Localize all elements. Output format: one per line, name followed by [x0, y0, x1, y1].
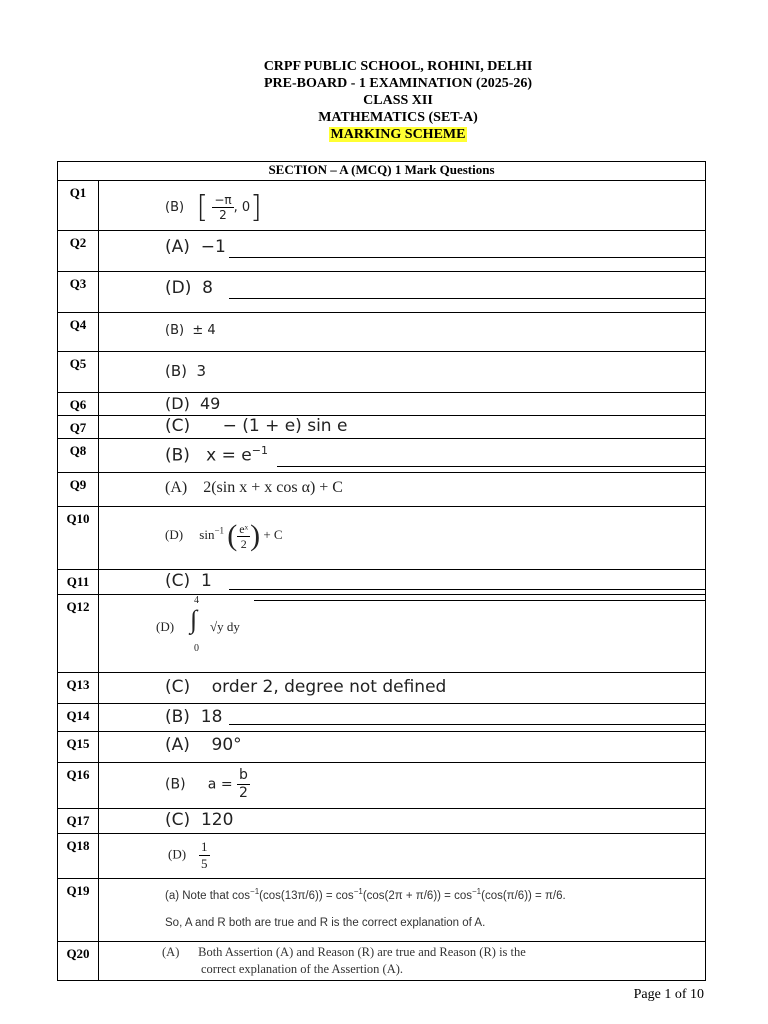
- underline: [229, 724, 705, 725]
- answer-superscript: −1: [214, 525, 225, 536]
- question-number: Q4: [58, 313, 99, 351]
- answer-math: [165, 444, 268, 466]
- underline: [229, 257, 705, 258]
- answer-math: [165, 394, 220, 413]
- question-row: [58, 415, 705, 438]
- question-number: Q2: [58, 231, 99, 271]
- question-number: Q19: [58, 879, 99, 941]
- answer-cell: [99, 507, 705, 569]
- answer-math: [165, 519, 283, 553]
- fraction-numerator: 1: [201, 839, 208, 854]
- fraction-denominator: 2: [240, 536, 247, 551]
- answer-math: [165, 707, 222, 727]
- page-number: Page 1 of 10: [633, 987, 704, 1002]
- underline: [254, 600, 705, 601]
- explanation-part: (cos(13π/6)) = cos: [259, 889, 354, 902]
- fraction-denominator: 2: [239, 785, 248, 801]
- option-letter: (B): [165, 362, 187, 380]
- option-letter: (B): [165, 776, 186, 793]
- option-letter: (C): [165, 810, 191, 830]
- exam-title: PRE-BOARD - 1 EXAMINATION (2025-26): [263, 76, 533, 91]
- answer-math: [165, 810, 233, 830]
- question-number: Q11: [58, 570, 99, 594]
- option-letter: (B): [165, 445, 190, 466]
- question-number: Q3: [58, 272, 99, 312]
- option-letter: (A): [165, 479, 188, 496]
- answer-cell: [99, 595, 705, 672]
- question-row: [58, 351, 705, 392]
- answer-cell: [99, 352, 705, 392]
- right-paren-icon: ): [250, 519, 261, 552]
- answer-value: ± 4: [192, 323, 216, 338]
- answer-math: [165, 237, 226, 257]
- answer-value: 3: [196, 362, 207, 380]
- fraction-numerator: b: [237, 767, 250, 785]
- answer-value: √y dy: [210, 619, 240, 634]
- answer-math: [168, 839, 210, 872]
- answer-math: [165, 190, 262, 225]
- question-row: [58, 506, 705, 569]
- question-row: [58, 703, 705, 731]
- option-letter: (B): [165, 707, 190, 727]
- question-number: Q18: [58, 834, 99, 878]
- answer-math: [165, 479, 343, 497]
- option-letter: (A): [165, 237, 190, 257]
- answer-value: order 2, degree not defined: [211, 677, 447, 697]
- answer-superscript: −1: [251, 444, 268, 457]
- answer-cell: [99, 942, 705, 980]
- inverse-superscript: −1: [250, 887, 260, 896]
- fraction-denominator: 5: [201, 856, 208, 871]
- question-number: Q10: [58, 507, 99, 569]
- option-letter: (B): [165, 200, 185, 215]
- question-number: Q5: [58, 352, 99, 392]
- question-row: [58, 941, 705, 980]
- answer-table: [57, 161, 706, 981]
- option-letter: (D): [156, 619, 175, 634]
- question-number: Q20: [58, 942, 99, 980]
- answer-cell: [99, 763, 705, 808]
- explanation-part: (cos(2π + π/6)) = cos: [362, 889, 472, 902]
- question-number: Q13: [58, 673, 99, 703]
- inverse-superscript: −1: [472, 887, 482, 896]
- answer-value: 18: [200, 707, 223, 727]
- underline: [229, 589, 705, 590]
- underline: [277, 466, 705, 467]
- question-row: [58, 392, 705, 415]
- answer-math: [165, 571, 212, 591]
- answer-value: 2(sin x + x cos α) + C: [203, 479, 343, 496]
- question-row: [58, 878, 705, 941]
- answer-value: 90°: [211, 735, 242, 755]
- question-row: [58, 312, 705, 351]
- question-number: Q6: [58, 393, 99, 415]
- option-letter: (C): [165, 677, 191, 697]
- answer-cell: [99, 879, 705, 941]
- left-bracket-icon: [: [196, 190, 209, 225]
- underline: [229, 298, 705, 299]
- answer-cell: [99, 416, 705, 438]
- answer-cell: [99, 704, 705, 731]
- question-row: [58, 180, 705, 230]
- question-number: Q14: [58, 704, 99, 731]
- question-number: Q15: [58, 732, 99, 762]
- answer-cell: [99, 272, 705, 312]
- fraction: [237, 767, 250, 802]
- answer-value: x = e: [206, 445, 252, 466]
- option-letter: (D): [168, 846, 187, 862]
- answer-math: [165, 735, 242, 755]
- right-bracket-icon: ]: [250, 190, 262, 225]
- answer-text: [165, 887, 566, 902]
- inverse-superscript: −1: [353, 887, 363, 896]
- question-row: [58, 569, 705, 594]
- option-letter: (C): [165, 416, 191, 436]
- answer-math: [165, 362, 206, 380]
- question-row: [58, 833, 705, 878]
- class-label: CLASS XII: [363, 93, 433, 108]
- explanation-part: (a) Note that cos: [165, 889, 251, 902]
- answer-math: [165, 278, 213, 298]
- question-row: [58, 672, 705, 703]
- fraction: [237, 522, 250, 551]
- question-number: Q12: [58, 595, 99, 672]
- question-row: [58, 808, 705, 833]
- question-number: Q7: [58, 416, 99, 438]
- section-title: SECTION – A (MCQ) 1 Mark Questions: [268, 162, 495, 177]
- document-header: [0, 58, 768, 143]
- answer-value: − (1 + e) sin e: [222, 416, 348, 436]
- answer-cell: [99, 732, 705, 762]
- question-row: [58, 762, 705, 808]
- option-letter: (B): [165, 323, 185, 338]
- question-number: Q1: [58, 181, 99, 230]
- option-letter: (A): [165, 735, 190, 755]
- answer-cell: [99, 181, 705, 230]
- answer-prefix: sin: [199, 526, 215, 542]
- question-number: Q8: [58, 439, 99, 472]
- integral-icon: ∫: [190, 605, 198, 634]
- answer-prefix: a =: [207, 776, 233, 793]
- fraction-denominator: 2: [219, 208, 227, 222]
- answer-tail: + C: [263, 526, 283, 542]
- answer-cell: [99, 439, 705, 472]
- answer-value: 120: [200, 810, 234, 830]
- assertion-line-2: correct explanation of the Assertion (A).: [201, 962, 404, 976]
- answer-cell: [99, 473, 705, 506]
- answer-math: [165, 323, 216, 338]
- answer-value: 49: [199, 394, 221, 413]
- upper-limit: 4: [194, 595, 199, 606]
- option-letter: (D): [165, 394, 190, 413]
- answer-math: [165, 677, 446, 697]
- explanation-part: (cos(π/6)) = π/6.: [481, 889, 566, 902]
- answer-value: −1: [200, 237, 226, 257]
- question-number: Q9: [58, 473, 99, 506]
- answer-cell: [99, 313, 705, 351]
- answer-cell: [99, 673, 705, 703]
- answer-cell: [99, 231, 705, 271]
- question-row: [58, 230, 705, 271]
- left-paren-icon: (: [227, 519, 238, 552]
- subject-label: MATHEMATICS (SET-A): [318, 110, 478, 125]
- answer-tail: , 0: [233, 200, 251, 215]
- option-letter: (D): [165, 278, 192, 298]
- answer-text: So, A and R both are true and R is the correct explanation of A.: [165, 917, 486, 929]
- answer-value: 1: [200, 571, 212, 591]
- question-row: [58, 438, 705, 472]
- question-number: Q17: [58, 809, 99, 833]
- question-row: [58, 594, 705, 672]
- section-header-row: [58, 162, 705, 180]
- answer-cell: [99, 393, 705, 415]
- question-row: [58, 731, 705, 762]
- answer-cell: [99, 834, 705, 878]
- answer-text: [162, 945, 526, 960]
- fraction: [212, 193, 233, 222]
- question-row: [58, 472, 705, 506]
- option-letter: (C): [165, 571, 191, 591]
- answer-cell: [99, 809, 705, 833]
- answer-math: [165, 767, 250, 802]
- answer-math: [165, 416, 347, 436]
- assertion-line-1: Both Assertion (A) and Reason (R) are true and Reason (R) is the: [198, 945, 526, 959]
- option-letter: (D): [165, 526, 184, 542]
- answer-value: 8: [202, 278, 213, 298]
- option-letter: (A): [162, 945, 180, 959]
- marking-scheme-label: MARKING SCHEME: [330, 127, 466, 142]
- fraction-numerator: eˣ: [239, 521, 249, 536]
- question-row: [58, 271, 705, 312]
- fraction-numerator: −π: [214, 193, 232, 207]
- lower-limit: 0: [194, 643, 199, 654]
- answer-cell: [99, 570, 705, 594]
- fraction: [199, 839, 210, 872]
- question-number: Q16: [58, 763, 99, 808]
- school-name: CRPF PUBLIC SCHOOL, ROHINI, DELHI: [263, 59, 533, 74]
